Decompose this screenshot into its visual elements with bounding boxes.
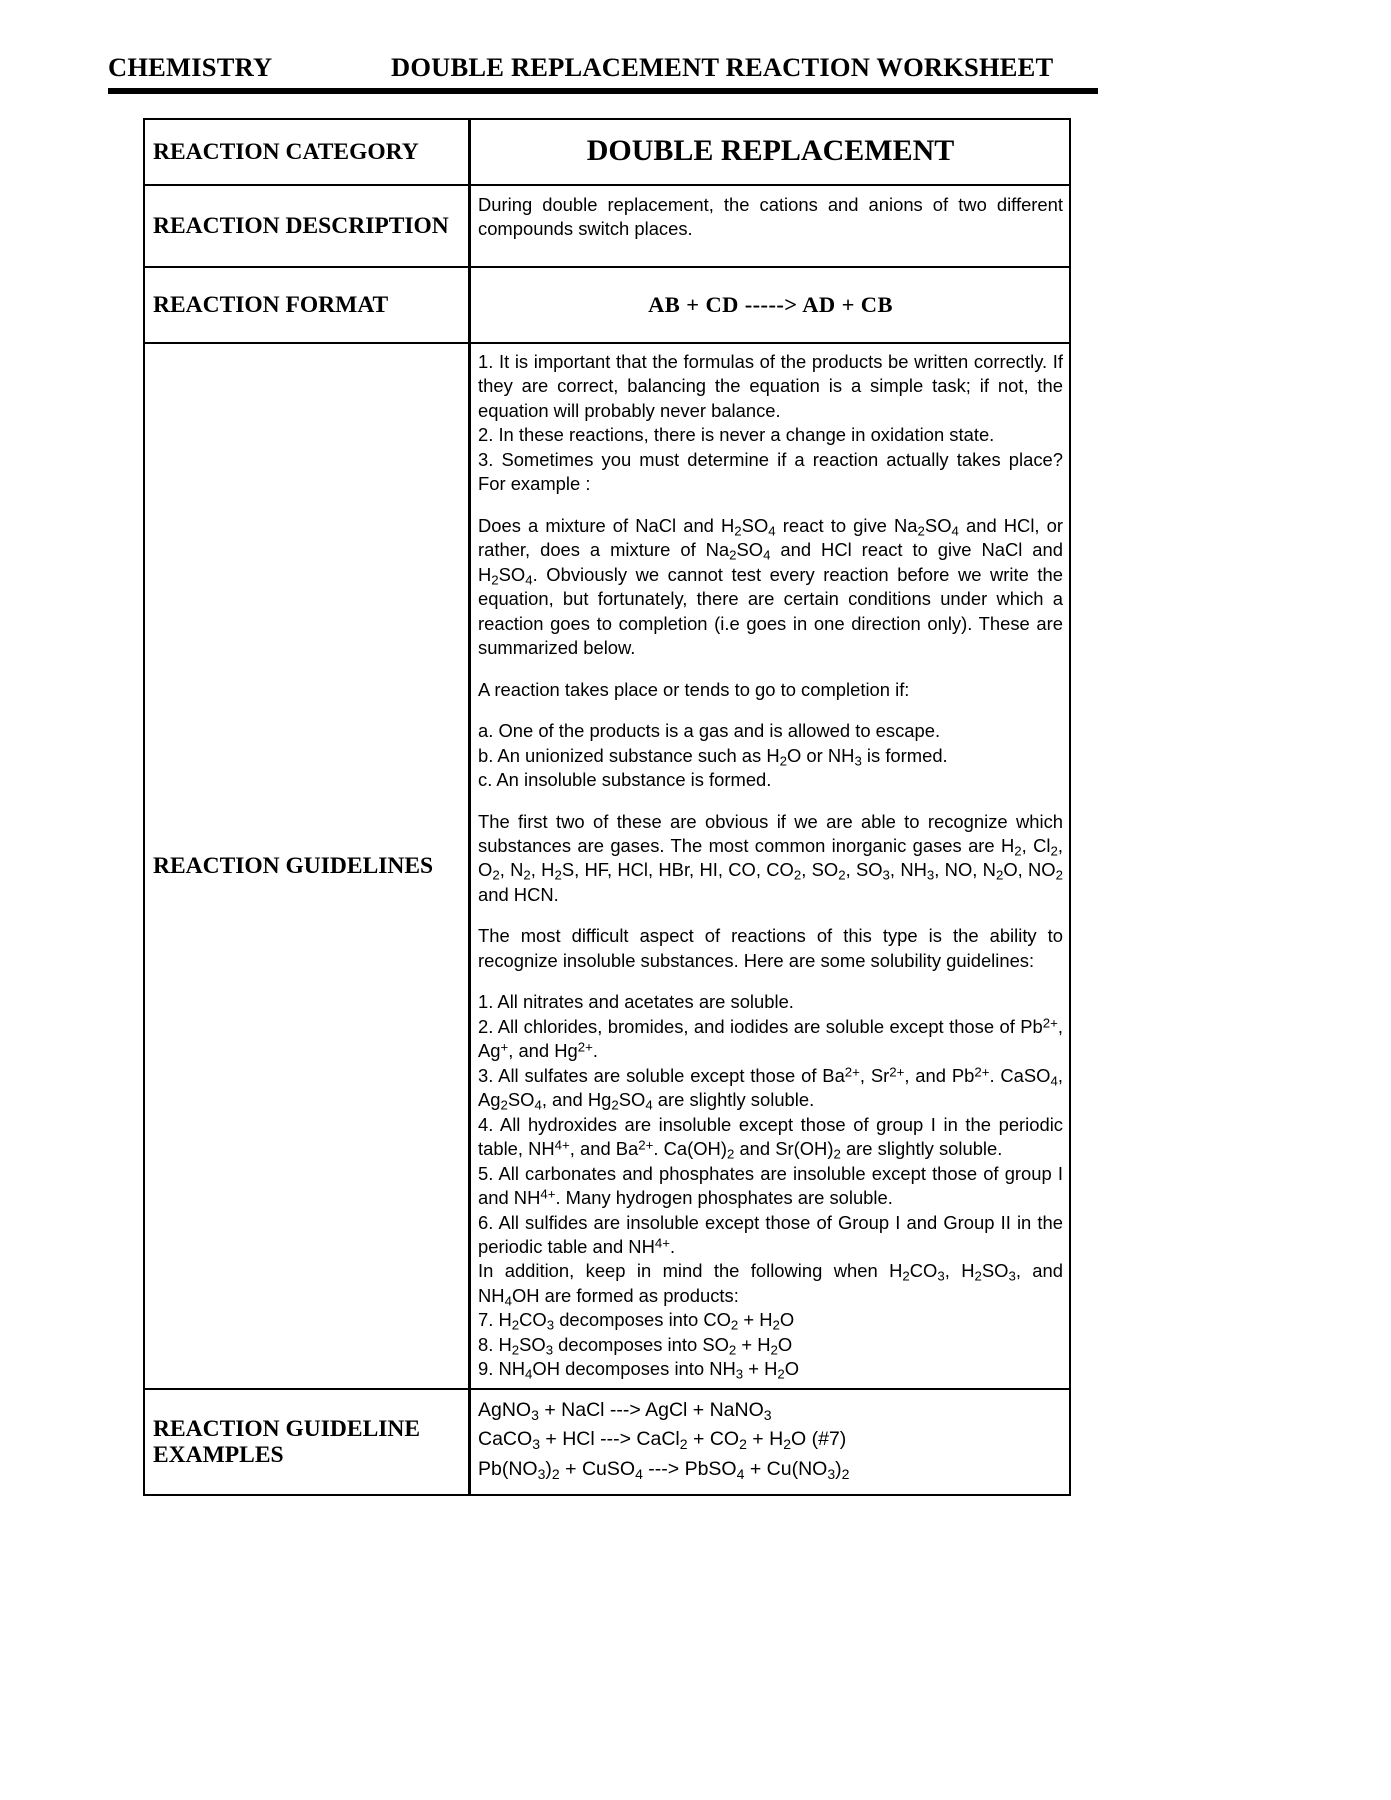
- guideline-gases-paragraph: The first two of these are obvious if we are able to recognize which substances are gases. The most common inorganic gases are $H_2$, $Cl_2$, $O_2$, $N_2$, $H_2S$, HF, HCl, HBr, HI, CO, $CO_2$, $SO_2$, $SO_3$, $NH_3$, NO, $N_2O$, $NO_2$ and HCN.: [478, 810, 1064, 905]
- solubility-rule-3: 3. All sulfates are soluble except those of $Ba^{2+}$, $Sr^{2+}$, and $Pb^{2+}$. CaSO$_4$, $Ag_2SO_4$, and $Hg_2SO_4$ are slightly soluble.: [478, 1064, 1063, 1113]
- guideline-completion-intro: A reaction takes place or tends to go to completion if:: [478, 678, 910, 700]
- guideline-addition-intro: In addition, keep in mind the following when $H_2CO_3$, $H_2SO_3$, and $NH_4OH$ are formed as products:: [478, 1260, 1063, 1309]
- header-divider-rule: [108, 88, 1098, 94]
- examples-body: [478, 1396, 1063, 1485]
- guideline-condition-c: c. An insoluble substance is formed.: [478, 769, 772, 791]
- label-reaction-guideline-examples: [145, 1390, 469, 1494]
- reaction-info-table: [143, 118, 1071, 1496]
- solubility-rule-8: 8. $H_2SO_3$ decomposes into $SO_2 + H_2O$: [478, 1333, 793, 1358]
- guideline-condition-a: a. One of the products is a gas and is allowed to escape.: [478, 720, 941, 742]
- guideline-item-2: 2. In these reactions, there is never a change in oxidation state.: [478, 424, 995, 446]
- guideline-item-3: 3. Sometimes you must determine if a reaction actually takes place? For example :: [478, 448, 1063, 495]
- value-reaction-format: AB + CD -----> AD + CB: [648, 292, 893, 317]
- guideline-condition-b: b. An unionized substance such as $H_2O$ or $NH_3$ is formed.: [478, 744, 948, 769]
- solubility-rule-4: 4. All hydroxides are insoluble except those of group I in the periodic table, $NH^{4+}$, and $Ba^{2+}$. $Ca(OH)_2$ and $Sr(OH)_2$ are slightly soluble.: [478, 1113, 1063, 1162]
- label-reaction-description: REACTION DESCRIPTION: [145, 186, 469, 266]
- guideline-example-paragraph: Does a mixture of NaCl and $H_2SO_4$ react to give $Na_2SO_4$ and HCl, or rather, does a mixture of $Na_2SO_4$ and HCl react to give NaCl and $H_2SO_4$. Obviously we cannot test every reaction before we write the equation, but fortunately, there are certain conditions under which a reaction goes to completion (i.e goes in one direction only). These are summarized below.: [478, 514, 1063, 659]
- table-row-reaction-description: [145, 186, 1069, 268]
- guideline-item-1: 1. It is important that the formulas of the products be written correctly. If they are correct, balancing the equation is a simple task; if not, the equation will probably never balance.: [478, 351, 1063, 421]
- guidelines-body: [478, 350, 1063, 1382]
- header-subject: CHEMISTRY: [108, 52, 273, 82]
- solubility-rule-6: 6. All sulfides are insoluble except those of Group I and Group II in the periodic table and $NH^{4+}$.: [478, 1211, 1063, 1257]
- solubility-rule-5: 5. All carbonates and phosphates are insoluble except those of group I and $NH^{4+}$. Many hydrogen phosphates are soluble.: [478, 1162, 1063, 1209]
- label-examples-line1: REACTION GUIDELINE: [153, 1415, 421, 1442]
- guideline-difficult-paragraph: The most difficult aspect of reactions of this type is the ability to recognize insoluble substances. Here are some solubility guidelines:: [478, 925, 1063, 971]
- label-examples-line2: EXAMPLES: [153, 1441, 284, 1468]
- table-row-reaction-category: [145, 120, 1069, 186]
- table-row-reaction-guidelines: [145, 344, 1069, 1390]
- label-reaction-guidelines: REACTION GUIDELINES: [145, 344, 469, 1388]
- label-reaction-category: REACTION CATEGORY: [145, 120, 469, 184]
- solubility-rule-7: 7. $H_2CO_3$ decomposes into $CO_2 + H_2O$: [478, 1309, 795, 1334]
- table-row-reaction-guideline-examples: [145, 1390, 1069, 1494]
- solubility-rule-2: 2. All chlorides, bromides, and iodides are soluble except those of $Pb^{2+}$, Ag+, and $Hg^{2+}$.: [478, 1015, 1063, 1062]
- document-header: [108, 52, 1098, 83]
- example-equation-2: CaCO$_3$ + HCl ---> CaCl$_2$ + $CO_2 + H_2O$ (#7): [478, 1428, 847, 1453]
- value-reaction-description: During double replacement, the cations and anions of two different compounds switch places.: [478, 194, 1063, 240]
- value-reaction-category: DOUBLE REPLACEMENT: [586, 134, 955, 167]
- header-title: DOUBLE REPLACEMENT REACTION WORKSHEET: [391, 52, 1054, 82]
- example-equation-1: AgNO$_3$ + NaCl ---> AgCl + NaNO$_3$: [478, 1398, 772, 1423]
- solubility-rule-1: 1. All nitrates and acetates are soluble.: [478, 991, 794, 1013]
- example-equation-3: $Pb(NO_3)_2$ + CuSO$_4$ ---> PbSO$_4$ + $Cu(NO_3)_2$: [478, 1458, 850, 1482]
- table-row-reaction-format: [145, 268, 1069, 344]
- solubility-rule-9: 9. $NH_4OH$ decomposes into $NH_3 + H_2O$: [478, 1358, 800, 1383]
- label-reaction-format: REACTION FORMAT: [145, 268, 469, 342]
